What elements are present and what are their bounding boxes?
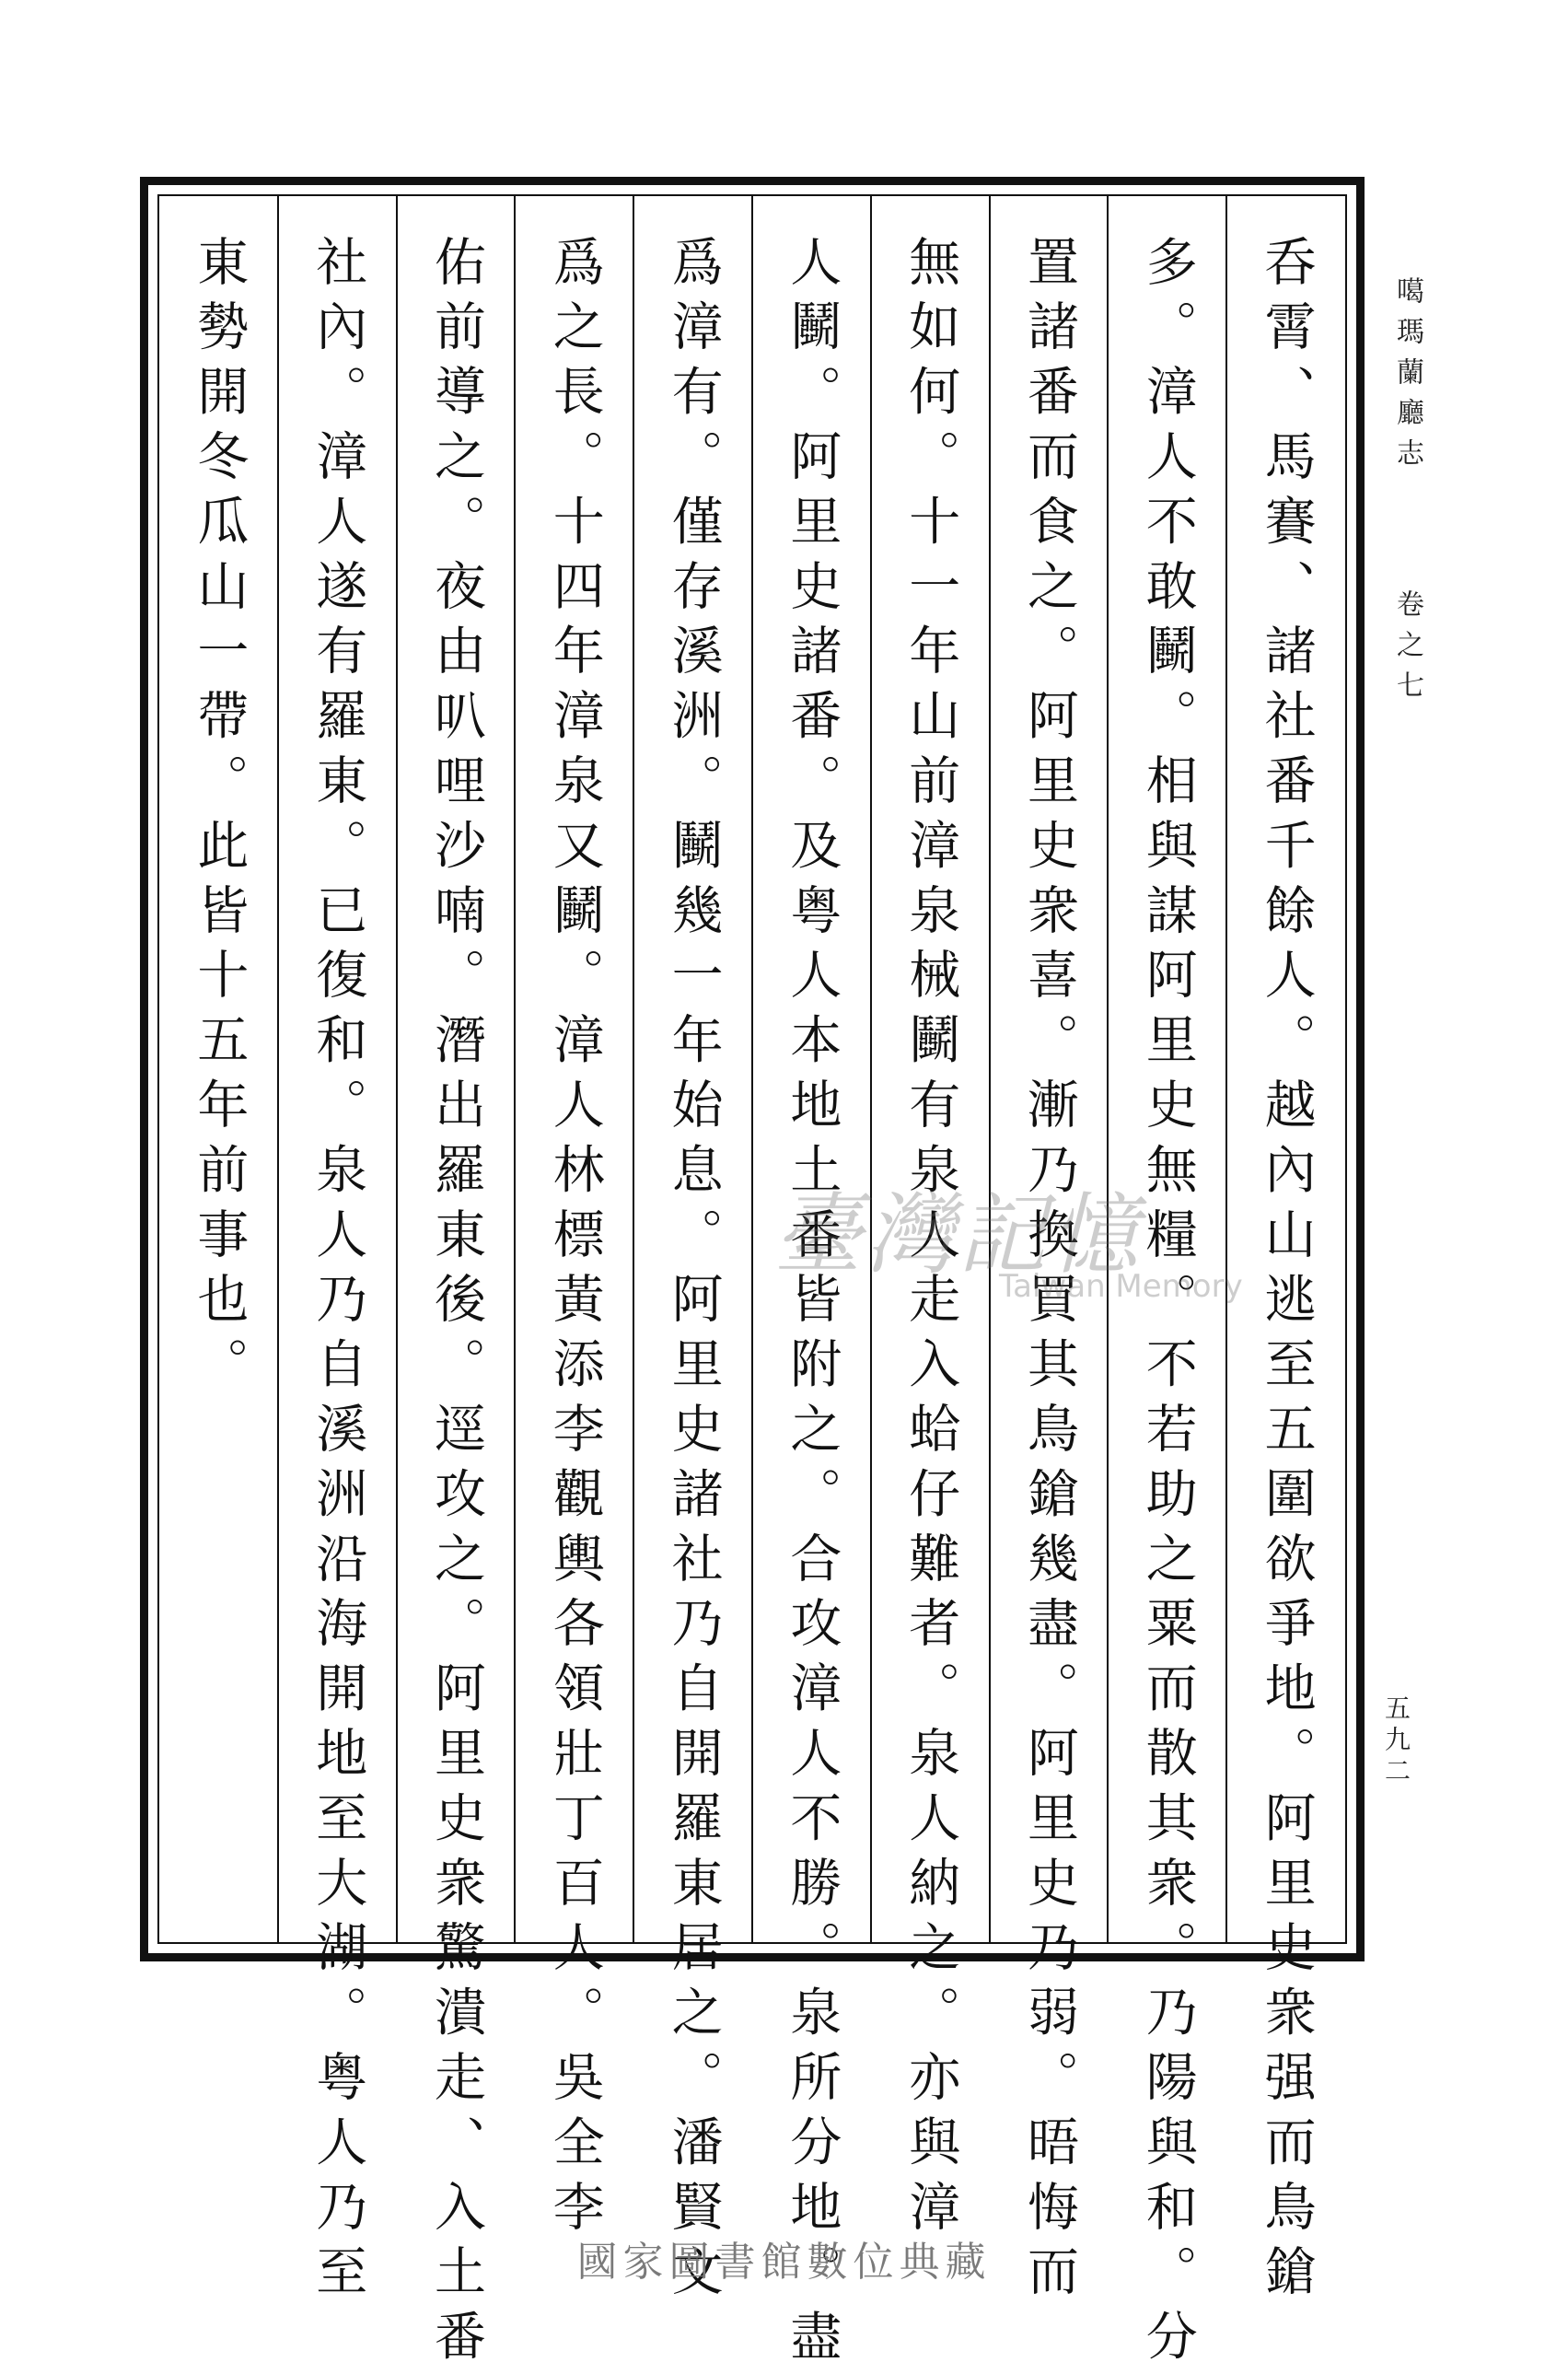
text-column: [278, 196, 397, 2310]
column-text: 多。漳人不敢鬭。相與謀阿里史無糧。不若助之粟而散其衆。乃陽與和。分: [1137, 235, 1198, 2374]
column-text: 呑霄、馬賽、諸社番千餘人。越內山逃至五圍欲爭地。阿里史衆强而鳥鎗: [1256, 235, 1317, 2310]
column-text: 社內。漳人遂有羅東。已復和。泉人乃自溪洲沿海開地至大湖。粤人乃至: [308, 235, 368, 2310]
column-text: 無如何。十一年山前漳泉械鬭有泉人走入蛤仔難者。泉人納之。亦與漳: [900, 235, 961, 2245]
page-header: [1372, 276, 1427, 711]
text-column: [990, 196, 1109, 2310]
column-text: 人鬭。阿里史諸番。及粤人本地土番皆附之。合攻漳人不勝。泉所分地。盡: [782, 235, 842, 2374]
column-text: 置諸番而食之。阿里史衆喜。漸乃換買其鳥鎗幾盡。阿里史乃弱。晤悔而: [1018, 235, 1079, 2310]
text-column: [1226, 196, 1345, 2310]
text-column: [159, 196, 278, 1942]
column-text: 爲之長。十四年漳泉又鬭。漳人林標黃添李觀輿各領壯丁百人。吳全李: [544, 235, 605, 2245]
column-text: 佑前導之。夜由叭哩沙喃。潛出羅東後。逕攻之。阿里史衆驚潰走、入土番: [425, 235, 486, 2374]
page-number: 五九二: [1381, 1694, 1411, 1788]
column-text: 東勢開冬瓜山一帶。此皆十五年前事也。: [189, 235, 250, 1402]
text-column: [633, 196, 752, 2310]
watermark-english: Taiwan Memory: [999, 1268, 1243, 1305]
text-column: [1108, 196, 1226, 2374]
text-column: [752, 196, 871, 2374]
footer-credit: 國家圖書館數位典藏: [576, 2239, 992, 2286]
text-column: [515, 196, 633, 2245]
column-text: 爲漳有。僅存溪洲。鬭幾一年始息。阿里史諸社乃自開羅東居之。潘賢文: [663, 235, 724, 2310]
text-column: [871, 196, 990, 2245]
volume-label: 卷之七: [1391, 589, 1423, 711]
book-title: 噶瑪蘭廳志: [1391, 276, 1423, 479]
text-column: [397, 196, 516, 2374]
watermark-chinese: 臺灣記憶: [773, 1183, 1142, 1286]
